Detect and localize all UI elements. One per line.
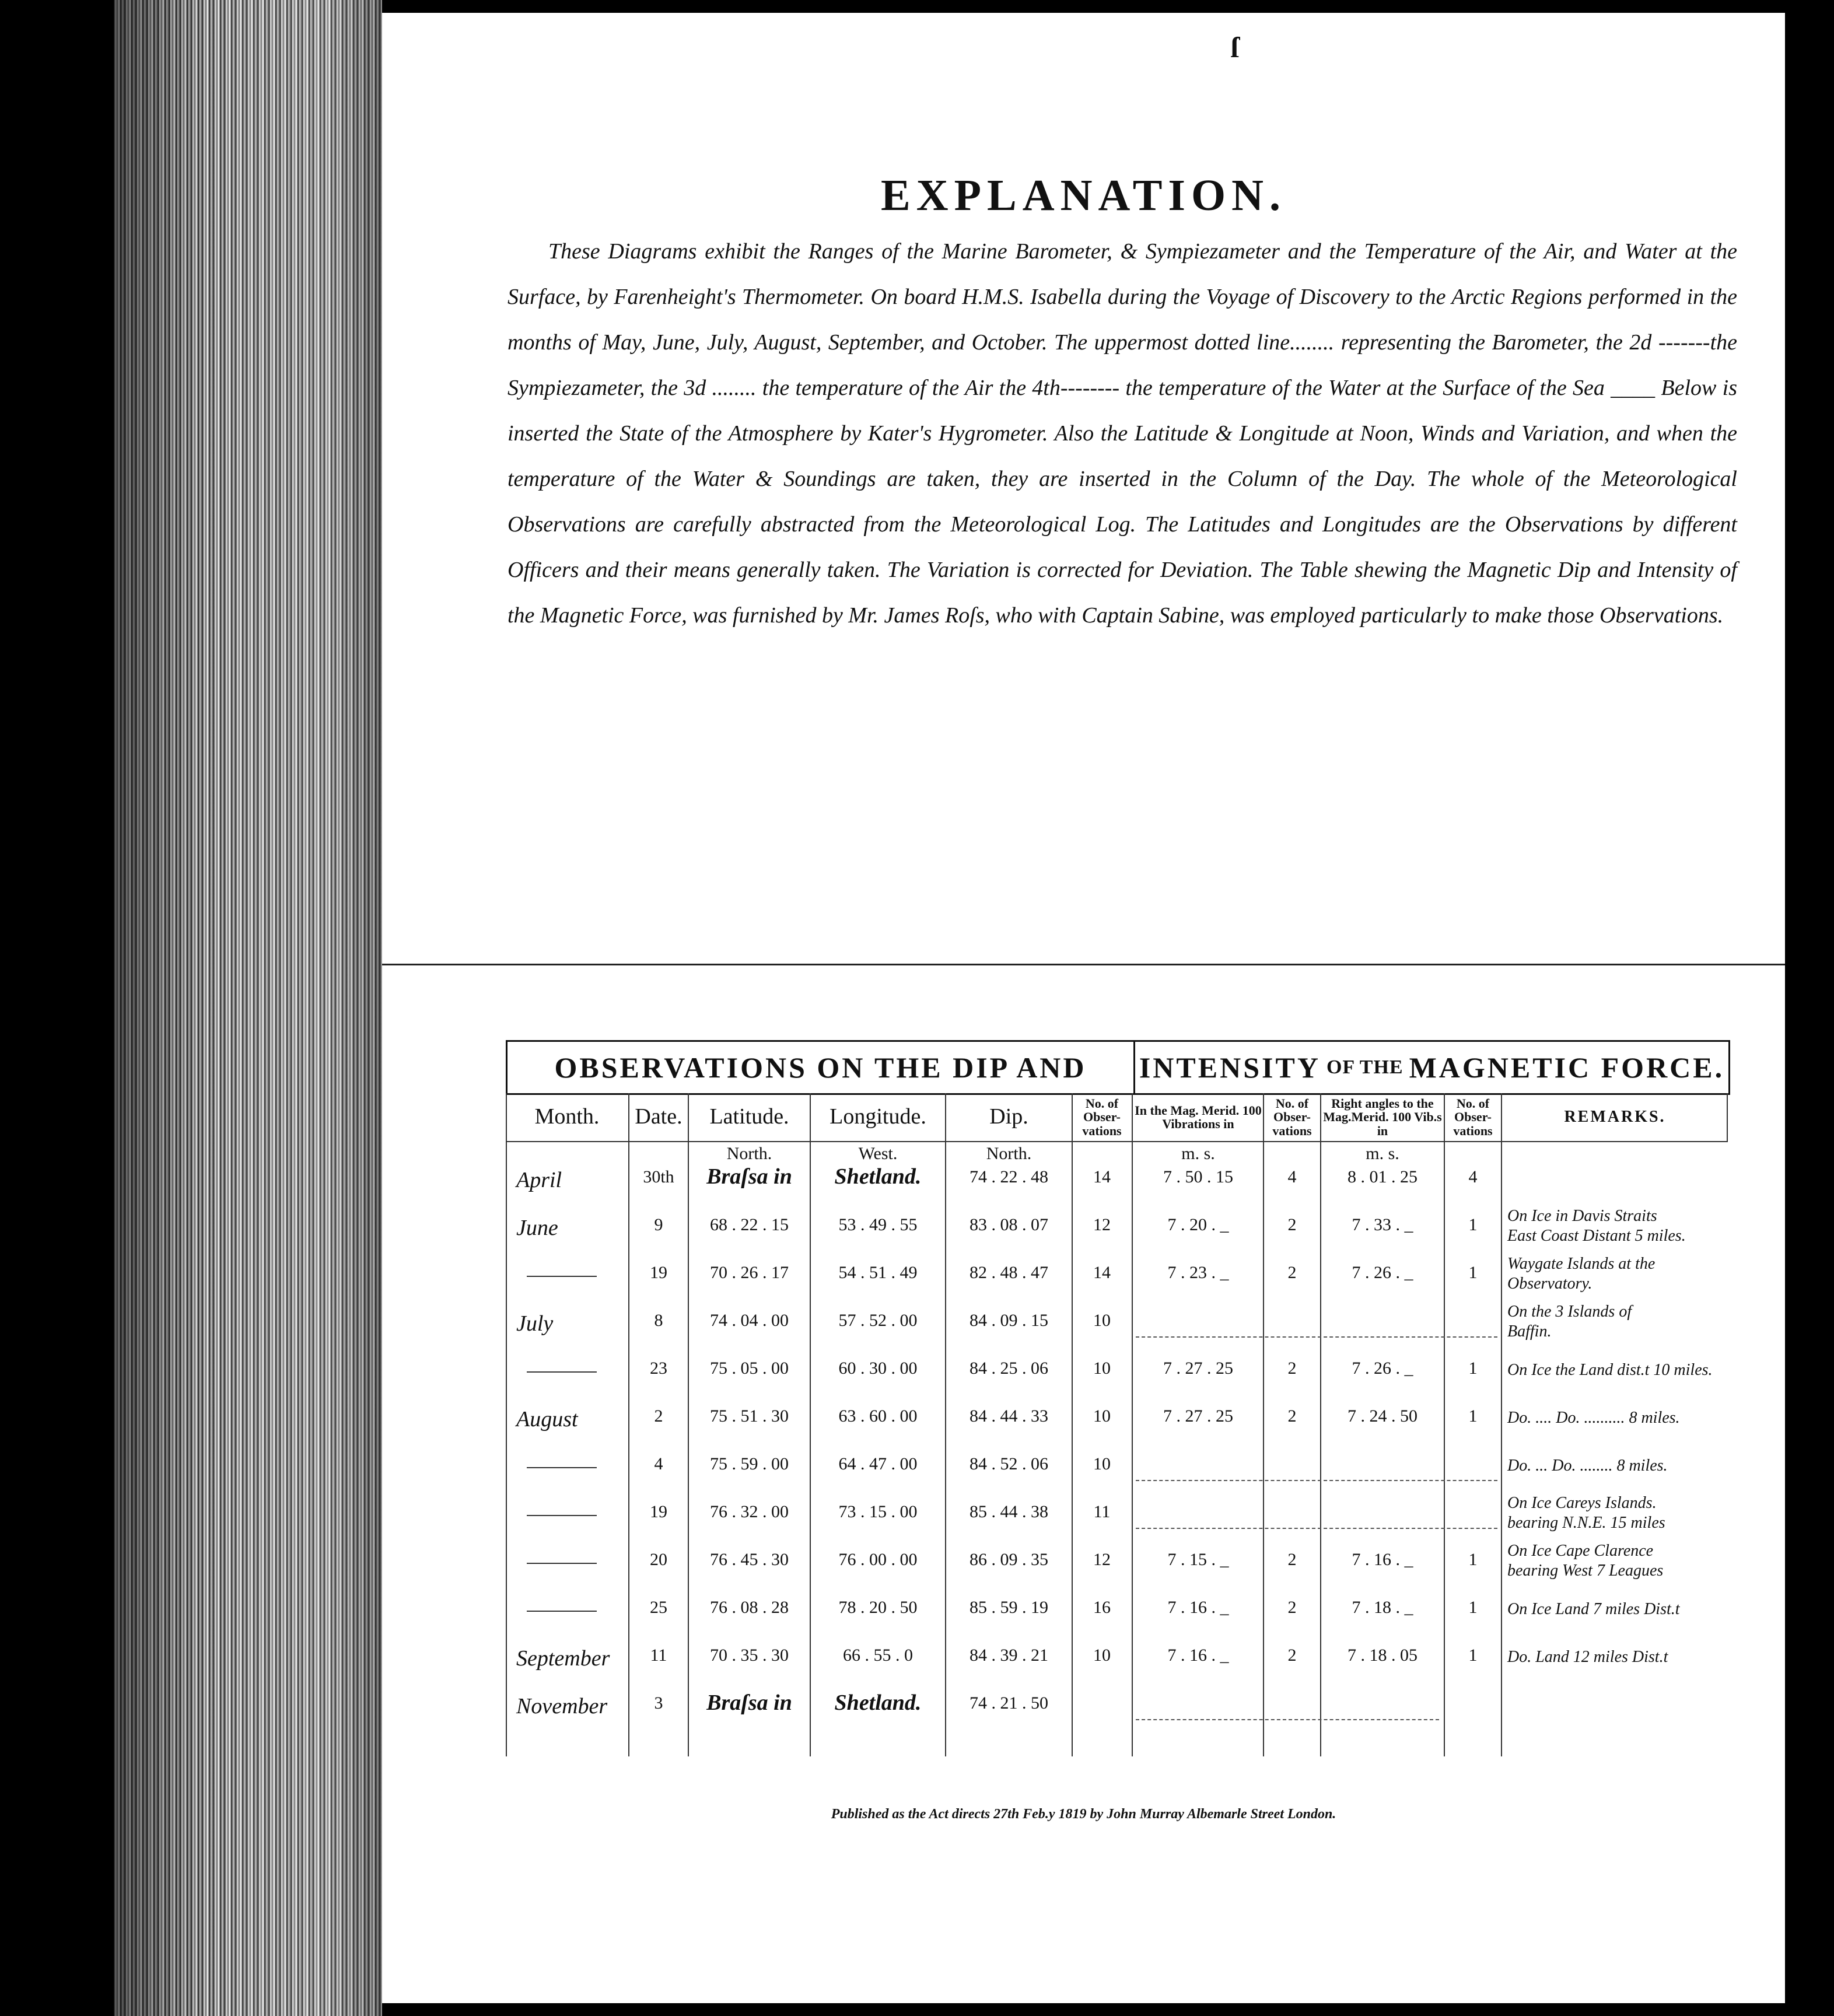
book-page — [382, 13, 1785, 2003]
cell-magmerid: 7 . 23 . _ — [1167, 1263, 1229, 1282]
remark-line: Baffin. — [1507, 1322, 1552, 1340]
observations-table — [506, 1040, 1728, 1758]
cell-magmerid: 7 . 27 . 25 — [1163, 1359, 1233, 1378]
remark-line: Do. ... Do. ........ 8 miles. — [1507, 1457, 1668, 1475]
cell-date: 23 — [650, 1359, 667, 1378]
cell-nobs1: 10 — [1093, 1311, 1111, 1330]
cell-dip: 84 . 44 . 33 — [970, 1406, 1048, 1426]
subheader-dip: North. — [986, 1144, 1032, 1163]
cell-longitude: 78 . 20 . 50 — [838, 1598, 918, 1617]
cell-nobs3: 1 — [1468, 1215, 1478, 1234]
cell-nobs1: 10 — [1093, 1406, 1111, 1426]
header-mag-merid: In the Mag. Merid. 100 Vibrations in — [1135, 1102, 1262, 1131]
ditto-dash — [527, 1611, 597, 1612]
cell-rightangles: 7 . 26 . _ — [1352, 1359, 1413, 1378]
cell-date: 3 — [654, 1693, 663, 1713]
cell-rightangles: 8 . 01 . 25 — [1348, 1167, 1418, 1186]
column-line — [506, 1093, 507, 1756]
cell-dip: 74 . 21 . 50 — [970, 1693, 1048, 1713]
cell-longitude: 64 . 47 . 00 — [838, 1454, 918, 1474]
cell-date: 11 — [650, 1646, 667, 1665]
cell-magmerid: 7 . 50 . 15 — [1163, 1167, 1233, 1186]
page-title: EXPLANATION. — [881, 171, 1286, 220]
cell-latitude: 75 . 05 . 00 — [710, 1359, 789, 1378]
book-spine-shadow — [114, 0, 382, 2016]
cell-longitude: 53 . 49 . 55 — [838, 1215, 918, 1234]
cell-dip: 84 . 25 . 06 — [970, 1359, 1048, 1378]
remark-line: Do. Land 12 miles Dist.t — [1507, 1648, 1668, 1666]
cell-latitude: Braſsa in — [706, 1690, 792, 1715]
cell-latitude: 74 . 04 . 00 — [710, 1311, 789, 1330]
cell-longitude: 76 . 00 . 00 — [838, 1550, 918, 1569]
cell-dip: 83 . 08 . 07 — [970, 1215, 1048, 1234]
table-title-left: OBSERVATIONS ON THE DIP AND — [554, 1051, 1087, 1084]
cell-date: 25 — [650, 1598, 667, 1617]
remark-line: On Ice in Davis Straits — [1507, 1207, 1657, 1225]
cell-nobs2: 2 — [1287, 1215, 1297, 1234]
cell-nobs3: 1 — [1468, 1646, 1478, 1665]
cell-nobs2: 2 — [1287, 1263, 1297, 1282]
cell-nobs1: 10 — [1093, 1454, 1111, 1474]
subheader-right-angles: m. s. — [1366, 1144, 1399, 1163]
cell-latitude: 76 . 32 . 00 — [710, 1502, 789, 1521]
cell-rightangles: 7 . 24 . 50 — [1348, 1406, 1418, 1426]
table-title-bar — [506, 1040, 1730, 1095]
ditto-dash — [527, 1371, 597, 1373]
cell-nobs1: 12 — [1093, 1215, 1111, 1234]
cell-date: 2 — [654, 1406, 663, 1426]
title-magnetic-force: MAGNETIC FORCE. — [1409, 1051, 1725, 1084]
cell-longitude: 60 . 30 . 00 — [838, 1359, 918, 1378]
header-longitude: Longitude. — [830, 1104, 926, 1129]
publisher-imprint: Published as the Act directs 27th Feb.y 1819 by John Murray Albemarle Street London. — [831, 1807, 1336, 1822]
cell-date: 8 — [654, 1311, 663, 1330]
corner-mark: ſ — [1231, 31, 1239, 64]
empty-intensity-line — [1136, 1480, 1497, 1481]
cell-nobs3: 1 — [1468, 1598, 1478, 1617]
explanation-paragraph: These Diagrams exhibit the Ranges of the Marine Barometer, & Sympiezameter and the Temperature of the Air, and Water at the Surface, by Farenheight's Thermometer. On board H.M.S. Isabella during the Voyage of Discovery to the Arctic Regions performed in the months of May, June, July, August, September, and October. The uppermost dotted line........ representing the Barometer, the 2d -------the Sympiezameter, the 3d ........ the temperature of the Air the 4th-------- the temperature of the Water at the Surface of the Sea ____ Below is inserted the State of the Atmosphere by Kater's Hygrometer. Also the Latitude & Longitude at Noon, Winds and Variation, and when the temperature of the Water & Soundings are taken, they are inserted in the Column of the Day. The whole of the Meteorological Observations are carefully abstracted from the Meteorological Log. The Latitudes and Longitudes are the Observations by different Officers and their means generally taken. The Variation is corrected for Deviation. The Table shewing the Magnetic Dip and Intensity of the Magnetic Force, was furnished by Mr. James Roſs, who with Captain Sabine, was employed particularly to make those Observations. — [508, 239, 1737, 628]
empty-intensity-line — [1136, 1336, 1497, 1338]
cell-month: July — [516, 1311, 554, 1336]
cell-rightangles: 7 . 18 . _ — [1352, 1598, 1413, 1617]
remark-line: East Coast Distant 5 miles. — [1507, 1227, 1686, 1245]
cell-longitude: 63 . 60 . 00 — [838, 1406, 918, 1426]
cell-month: August — [516, 1407, 578, 1432]
cell-date: 4 — [654, 1454, 663, 1474]
cell-magmerid: 7 . 27 . 25 — [1163, 1406, 1233, 1426]
remark-line: bearing West 7 Leagues — [1507, 1562, 1664, 1580]
header-nobs-1: No. of Obser- vations — [1082, 1096, 1122, 1138]
cell-date: 30th — [643, 1167, 674, 1186]
header-right-angles: Right angles to the Mag.Merid. 100 Vib.s in — [1323, 1096, 1442, 1138]
cell-nobs1: 12 — [1093, 1550, 1111, 1569]
column-line — [1727, 1093, 1728, 1141]
remark-line: Waygate Islands at the — [1507, 1255, 1656, 1273]
cell-dip: 82 . 48 . 47 — [970, 1263, 1048, 1282]
cell-nobs2: 2 — [1287, 1598, 1297, 1617]
cell-dip: 85 . 44 . 38 — [970, 1502, 1048, 1521]
cell-longitude: 57 . 52 . 00 — [838, 1311, 918, 1330]
cell-nobs3: 4 — [1468, 1167, 1478, 1186]
header-nobs-2: No. of Obser- vations — [1272, 1096, 1312, 1138]
cell-latitude: 70 . 35 . 30 — [710, 1646, 789, 1665]
remark-line: bearing N.N.E. 15 miles — [1507, 1514, 1665, 1532]
column-line — [1132, 1093, 1133, 1756]
ditto-dash — [527, 1276, 597, 1277]
title-intensity: INTENSITY — [1139, 1051, 1321, 1084]
cell-longitude: Shetland. — [834, 1690, 922, 1715]
cell-magmerid: 7 . 16 . _ — [1167, 1646, 1229, 1665]
header-latitude: Latitude. — [709, 1104, 789, 1129]
cell-dip: 84 . 39 . 21 — [970, 1646, 1048, 1665]
cell-month: April — [516, 1168, 562, 1192]
cell-dip: 84 . 52 . 06 — [970, 1454, 1048, 1474]
cell-nobs1: 11 — [1093, 1502, 1111, 1521]
explanation-text — [508, 229, 1737, 638]
cell-nobs3: 1 — [1468, 1550, 1478, 1569]
cell-date: 9 — [654, 1215, 663, 1234]
cell-nobs1: 10 — [1093, 1359, 1111, 1378]
header-rule — [506, 1141, 1728, 1142]
cell-latitude: 68 . 22 . 15 — [710, 1215, 789, 1234]
remark-line: On Ice Land 7 miles Dist.t — [1507, 1600, 1680, 1618]
cell-month: November — [516, 1694, 608, 1718]
cell-latitude: Braſsa in — [706, 1164, 792, 1189]
cell-dip: 85 . 59 . 19 — [970, 1598, 1048, 1617]
ditto-dash — [527, 1467, 597, 1468]
cell-latitude: 70 . 26 . 17 — [710, 1263, 789, 1282]
header-nobs-3: No. of Obser- vations — [1453, 1096, 1493, 1138]
remark-line: Do. .... Do. .......... 8 miles. — [1507, 1409, 1680, 1427]
cell-magmerid: 7 . 20 . _ — [1167, 1215, 1229, 1234]
cell-nobs1: 16 — [1093, 1598, 1111, 1617]
cell-nobs2: 2 — [1287, 1550, 1297, 1569]
cell-nobs3: 1 — [1468, 1359, 1478, 1378]
cell-longitude: Shetland. — [834, 1164, 922, 1189]
cell-rightangles: 7 . 26 . _ — [1352, 1263, 1413, 1282]
empty-intensity-line — [1136, 1719, 1439, 1720]
remark-line: On the 3 Islands of — [1507, 1303, 1632, 1321]
cell-month: September — [516, 1646, 610, 1671]
ditto-dash — [527, 1515, 597, 1516]
cell-rightangles: 7 . 33 . _ — [1352, 1215, 1413, 1234]
remark-line: Observatory. — [1507, 1275, 1592, 1293]
cell-nobs3: 1 — [1468, 1406, 1478, 1426]
cell-dip: 84 . 09 . 15 — [970, 1311, 1048, 1330]
empty-intensity-line — [1136, 1528, 1497, 1529]
cell-date: 19 — [650, 1263, 667, 1282]
header-date: Date. — [635, 1104, 682, 1129]
title-of-the: OF THE — [1326, 1056, 1404, 1078]
cell-rightangles: 7 . 16 . _ — [1352, 1550, 1413, 1569]
header-month: Month. — [534, 1104, 600, 1129]
cell-latitude: 75 . 59 . 00 — [710, 1454, 789, 1474]
subheader-longitude: West. — [858, 1144, 898, 1163]
cell-longitude: 54 . 51 . 49 — [838, 1263, 918, 1282]
horizontal-rule — [382, 964, 1785, 965]
cell-longitude: 66 . 55 . 0 — [843, 1646, 913, 1665]
remark-line: On Ice Cape Clarence — [1507, 1542, 1654, 1560]
cell-nobs3: 1 — [1468, 1263, 1478, 1282]
table-title-right — [1135, 1042, 1728, 1093]
cell-latitude: 75 . 51 . 30 — [710, 1406, 789, 1426]
column-line — [1501, 1093, 1502, 1756]
cell-dip: 86 . 09 . 35 — [970, 1550, 1048, 1569]
cell-nobs2: 2 — [1287, 1646, 1297, 1665]
cell-magmerid: 7 . 15 . _ — [1167, 1550, 1229, 1569]
ditto-dash — [527, 1563, 597, 1564]
cell-date: 19 — [650, 1502, 667, 1521]
cell-nobs2: 2 — [1287, 1406, 1297, 1426]
subheader-latitude: North. — [726, 1144, 772, 1163]
cell-nobs1: 14 — [1093, 1167, 1111, 1186]
remark-line: On Ice the Land dist.t 10 miles. — [1507, 1361, 1713, 1379]
cell-longitude: 73 . 15 . 00 — [838, 1502, 918, 1521]
header-remarks: REMARKS. — [1564, 1108, 1666, 1126]
cell-nobs2: 4 — [1287, 1167, 1297, 1186]
subheader-mag-merid: m. s. — [1181, 1144, 1215, 1163]
cell-nobs1: 14 — [1093, 1263, 1111, 1282]
cell-nobs1: 10 — [1093, 1646, 1111, 1665]
cell-month: June — [516, 1216, 558, 1240]
cell-nobs2: 2 — [1287, 1359, 1297, 1378]
remark-line: On Ice Careys Islands. — [1507, 1494, 1657, 1512]
cell-latitude: 76 . 45 . 30 — [710, 1550, 789, 1569]
cell-date: 20 — [650, 1550, 667, 1569]
cell-latitude: 76 . 08 . 28 — [710, 1598, 789, 1617]
header-dip: Dip. — [989, 1104, 1028, 1129]
cell-dip: 74 . 22 . 48 — [970, 1167, 1048, 1186]
cell-magmerid: 7 . 16 . _ — [1167, 1598, 1229, 1617]
cell-rightangles: 7 . 18 . 05 — [1348, 1646, 1418, 1665]
